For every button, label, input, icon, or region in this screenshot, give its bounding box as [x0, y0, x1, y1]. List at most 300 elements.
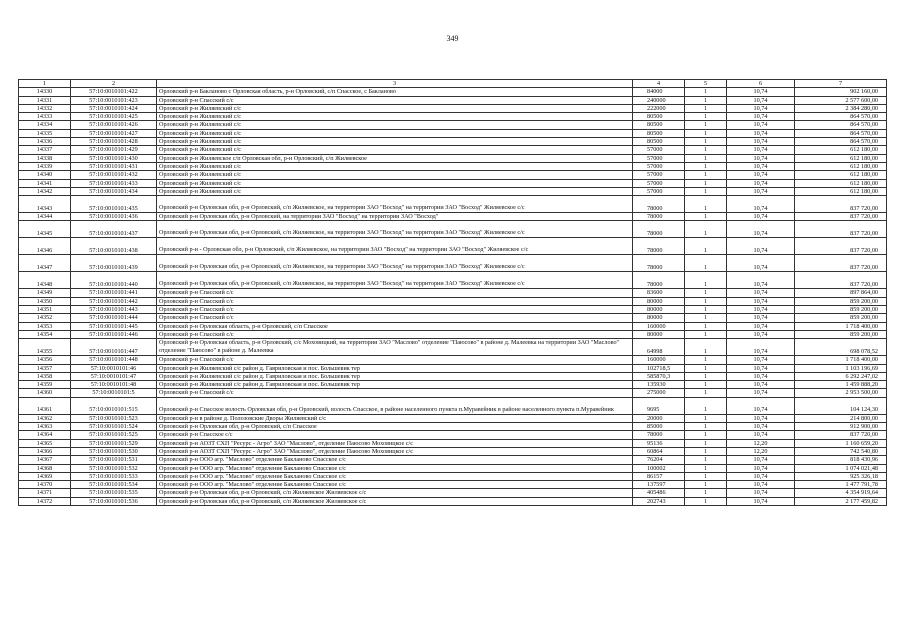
area-cell: 78000	[633, 431, 685, 439]
area-cell: 78000	[633, 255, 685, 272]
rate-cell: 10,74	[727, 497, 795, 505]
cadastral-number-cell: 57:10:0010101:46	[71, 364, 157, 372]
coefficient-cell: 1	[685, 381, 727, 389]
coefficient-cell: 1	[685, 96, 727, 104]
area-cell: 80500	[633, 121, 685, 129]
cadastral-number-cell: 57:10:0010101:443	[71, 306, 157, 314]
cadastral-value-cell: 837 720,00	[795, 196, 887, 213]
coefficient-cell: 1	[685, 322, 727, 330]
row-number-cell: 14367	[19, 456, 71, 464]
area-cell: 222000	[633, 104, 685, 112]
cadastral-number-cell: 57:10:0010101:429	[71, 146, 157, 154]
row-number-cell: 14330	[19, 88, 71, 96]
coefficient-cell: 1	[685, 179, 727, 187]
coefficient-cell: 1	[685, 121, 727, 129]
rate-cell: 10,74	[727, 372, 795, 380]
row-number-cell: 14349	[19, 289, 71, 297]
location-description-cell: Орловский р-н Спасский с/с	[157, 314, 633, 322]
rate-cell: 10,74	[727, 121, 795, 129]
cadastral-number-cell: 57:10:0010101:426	[71, 121, 157, 129]
coefficient-cell: 1	[685, 481, 727, 489]
cadastral-value-cell: 1 103 196,69	[795, 364, 887, 372]
cadastral-number-cell: 57:10:0010101:434	[71, 187, 157, 195]
cadastral-value-cell: 698 078,52	[795, 339, 887, 356]
cadastral-value-cell: 912 900,00	[795, 423, 887, 431]
cadastral-value-cell: 612 180,00	[795, 146, 887, 154]
coefficient-cell: 1	[685, 414, 727, 422]
location-description-cell: Орловский р-н Жиляевский с/с	[157, 104, 633, 112]
area-cell: 86157	[633, 472, 685, 480]
header-row	[19, 80, 887, 88]
column-header: 3	[157, 80, 633, 88]
table-row	[19, 289, 887, 297]
coefficient-cell: 1	[685, 238, 727, 255]
coefficient-cell: 1	[685, 255, 727, 272]
rate-cell: 10,74	[727, 297, 795, 305]
coefficient-cell: 1	[685, 314, 727, 322]
coefficient-cell: 1	[685, 187, 727, 195]
cadastral-value-cell: 1 160 659,20	[795, 439, 887, 447]
rate-cell: 10,74	[727, 364, 795, 372]
cadastral-value-cell: 864 570,00	[795, 121, 887, 129]
rate-cell: 10,74	[727, 314, 795, 322]
coefficient-cell: 1	[685, 464, 727, 472]
row-number-cell: 14340	[19, 171, 71, 179]
cadastral-value-cell: 214 800,00	[795, 414, 887, 422]
area-cell: 84000	[633, 88, 685, 96]
coefficient-cell: 1	[685, 272, 727, 289]
coefficient-cell: 1	[685, 154, 727, 162]
table-row	[19, 146, 887, 154]
location-description-cell: Орловский р-н Орловская область, р-н Орловский, с/п Спасское	[157, 322, 633, 330]
location-description-cell: Орловский р-н Жиляевский с/с	[157, 146, 633, 154]
table-row	[19, 213, 887, 221]
table-row	[19, 162, 887, 170]
table-row	[19, 314, 887, 322]
row-number-cell: 14344	[19, 213, 71, 221]
land-registry-table-container	[18, 79, 886, 506]
rate-cell: 10,74	[727, 138, 795, 146]
cadastral-value-cell: 859 200,00	[795, 330, 887, 338]
rate-cell: 10,74	[727, 339, 795, 356]
location-description-cell: Орловский р-н ООО агр. "Маслово" отделение Бакланово Спасское с/с	[157, 464, 633, 472]
location-description-cell: Орловский р-н Спасский с/с	[157, 389, 633, 397]
cadastral-number-cell: 57:10:0010101:438	[71, 238, 157, 255]
location-description-cell: Орловский р-н ООО агр. "Маслово" отделение Бакланово Спасское с/с	[157, 456, 633, 464]
location-description-cell: Орловский р-н ООО агр. "Маслово" отделение Бакланово Спасское с/с	[157, 481, 633, 489]
rate-cell: 10,74	[727, 481, 795, 489]
cadastral-value-cell: 902 160,00	[795, 88, 887, 96]
coefficient-cell: 1	[685, 497, 727, 505]
coefficient-cell: 1	[685, 489, 727, 497]
table-row	[19, 96, 887, 104]
row-number-cell: 14355	[19, 339, 71, 356]
rate-cell: 10,74	[727, 272, 795, 289]
cadastral-number-cell: 57:10:0010101:444	[71, 314, 157, 322]
cadastral-number-cell: 57:10:0010101:524	[71, 423, 157, 431]
row-number-cell: 14360	[19, 389, 71, 397]
table-row	[19, 389, 887, 397]
column-header: 4	[633, 80, 685, 88]
cadastral-value-cell: 864 570,00	[795, 129, 887, 137]
coefficient-cell: 1	[685, 372, 727, 380]
row-number-cell: 14369	[19, 472, 71, 480]
cadastral-number-cell: 57:10:0010101:448	[71, 356, 157, 364]
coefficient-cell: 1	[685, 472, 727, 480]
table-row	[19, 138, 887, 146]
row-number-cell: 14366	[19, 447, 71, 455]
location-description-cell: Орловский р-н Жиляевский с/с	[157, 187, 633, 195]
cadastral-number-cell: 57:10:0010101:532	[71, 464, 157, 472]
location-description-cell: Орловский р-н Жиляевский с/с район д. Гавриловская и пос. Большевик тер	[157, 381, 633, 389]
coefficient-cell: 1	[685, 423, 727, 431]
row-number-cell: 14348	[19, 272, 71, 289]
table-row	[19, 171, 887, 179]
table-row	[19, 456, 887, 464]
rate-cell: 10,74	[727, 381, 795, 389]
table-row	[19, 439, 887, 447]
coefficient-cell: 1	[685, 104, 727, 112]
location-description-cell: Орловский р-н Спасский с/с	[157, 297, 633, 305]
area-cell: 80000	[633, 306, 685, 314]
area-cell: 78000	[633, 213, 685, 221]
area-cell: 78000	[633, 196, 685, 213]
cadastral-number-cell: 57:10:0010101:529	[71, 439, 157, 447]
area-cell: 9695	[633, 397, 685, 414]
cadastral-number-cell: 57:10:0010101:47	[71, 372, 157, 380]
location-description-cell: Орловский р-н Бакланово с Орловская область, р-н Орловский, с/п Спасское, с Бакланово	[157, 88, 633, 96]
coefficient-cell: 1	[685, 389, 727, 397]
location-description-cell: Орловский р-н Жиляевский с/с район д. Гавриловская и пос. Большевик тер	[157, 372, 633, 380]
row-number-cell: 14342	[19, 187, 71, 195]
rate-cell: 10,74	[727, 464, 795, 472]
area-cell: 20000	[633, 414, 685, 422]
area-cell: 57000	[633, 154, 685, 162]
cadastral-value-cell: 6 292 247,02	[795, 372, 887, 380]
area-cell: 240000	[633, 96, 685, 104]
area-cell: 78000	[633, 221, 685, 238]
area-cell: 60864	[633, 447, 685, 455]
location-description-cell: Орловский р-н АОЗТ СХП "Ресурс - Агро" ЗАО "Маслово", отделение Паюсово Моховицкое с/с	[157, 439, 633, 447]
location-description-cell: Орловский р-н АОЗТ СХП "Ресурс - Агро" ЗАО "Маслово", отделение Паюсово Моховицкое с/с	[157, 447, 633, 455]
cadastral-number-cell: 57:10:0010101:427	[71, 129, 157, 137]
row-number-cell: 14351	[19, 306, 71, 314]
cadastral-number-cell: 57:10:0010101:436	[71, 213, 157, 221]
cadastral-value-cell: 2 384 280,00	[795, 104, 887, 112]
rate-cell: 10,74	[727, 146, 795, 154]
table-row	[19, 187, 887, 195]
location-description-cell: Орловский р-н Спасское с/с	[157, 431, 633, 439]
row-number-cell: 14337	[19, 146, 71, 154]
row-number-cell: 14354	[19, 330, 71, 338]
cadastral-number-cell: 57:10:0010101:432	[71, 171, 157, 179]
rate-cell: 10,74	[727, 221, 795, 238]
cadastral-number-cell: 57:10:0010101:439	[71, 255, 157, 272]
cadastral-value-cell: 612 180,00	[795, 171, 887, 179]
coefficient-cell: 1	[685, 330, 727, 338]
row-number-cell: 14335	[19, 129, 71, 137]
row-number-cell: 14338	[19, 154, 71, 162]
area-cell: 202743	[633, 497, 685, 505]
rate-cell: 10,74	[727, 414, 795, 422]
table-row	[19, 464, 887, 472]
location-description-cell: Орловский р-н Спасский с/с	[157, 289, 633, 297]
location-description-cell: Орловский р-н Спасский с/с	[157, 96, 633, 104]
row-number-cell: 14345	[19, 221, 71, 238]
rate-cell: 10,74	[727, 322, 795, 330]
coefficient-cell: 1	[685, 129, 727, 137]
table-row	[19, 306, 887, 314]
cadastral-number-cell: 57:10:0010101:525	[71, 431, 157, 439]
row-number-cell: 14350	[19, 297, 71, 305]
cadastral-value-cell: 925 326,18	[795, 472, 887, 480]
rate-cell: 12,20	[727, 447, 795, 455]
cadastral-value-cell: 837 720,00	[795, 431, 887, 439]
table-row	[19, 322, 887, 330]
rate-cell: 10,74	[727, 423, 795, 431]
location-description-cell: Орловский р-н Орловская обл, р-н Орловский, на территории ЗАО "Восход" на территории ЗАО "Восход"	[157, 213, 633, 221]
location-description-cell: Орловский р-н Орловская обл, р-н Орловский, с/п Жиляевское Жиляевское с/с	[157, 497, 633, 505]
column-header: 2	[71, 80, 157, 88]
table-row	[19, 238, 887, 255]
coefficient-cell: 1	[685, 289, 727, 297]
rate-cell: 10,74	[727, 179, 795, 187]
row-number-cell: 14357	[19, 364, 71, 372]
cadastral-value-cell: 897 864,00	[795, 289, 887, 297]
cadastral-number-cell: 57:10:0010101:534	[71, 481, 157, 489]
cadastral-number-cell: 57:10:0010101:424	[71, 104, 157, 112]
cadastral-value-cell: 612 180,00	[795, 187, 887, 195]
location-description-cell: Орловский р-н Жиляевский с/с	[157, 138, 633, 146]
rate-cell: 10,74	[727, 88, 795, 96]
cadastral-value-cell: 1 459 888,20	[795, 381, 887, 389]
row-number-cell: 14339	[19, 162, 71, 170]
cadastral-value-cell: 1 074 021,48	[795, 464, 887, 472]
location-description-cell: Орловский р-н Орловская обл, р-н Орловский, с/п Жиляевское, на территории ЗАО "Восход" на территории ЗАО "Восход" Жиляевское с/с	[157, 221, 633, 238]
table-row	[19, 381, 887, 389]
rate-cell: 10,74	[727, 213, 795, 221]
row-number-cell: 14347	[19, 255, 71, 272]
cadastral-value-cell: 612 180,00	[795, 154, 887, 162]
cadastral-number-cell: 57:10:0010101:425	[71, 113, 157, 121]
table-row	[19, 423, 887, 431]
cadastral-number-cell: 57:10:0010101:447	[71, 339, 157, 356]
coefficient-cell: 1	[685, 339, 727, 356]
coefficient-cell: 1	[685, 146, 727, 154]
table-row	[19, 330, 887, 338]
area-cell: 83600	[633, 289, 685, 297]
rate-cell: 10,74	[727, 306, 795, 314]
rate-cell: 10,74	[727, 129, 795, 137]
table-row	[19, 179, 887, 187]
area-cell: 57000	[633, 187, 685, 195]
location-description-cell: Орловский р-н Жиляевский с/с	[157, 113, 633, 121]
rate-cell: 10,74	[727, 397, 795, 414]
location-description-cell: Орловский р-н Орловская обл, р-н Орловский, с/п Жиляевское, на территории ЗАО "Восход" на территории ЗАО "Восход" Жиляевское с/с	[157, 272, 633, 289]
rate-cell: 10,74	[727, 104, 795, 112]
cadastral-value-cell: 1 477 791,78	[795, 481, 887, 489]
cadastral-value-cell: 2 177 459,82	[795, 497, 887, 505]
table-row	[19, 272, 887, 289]
coefficient-cell: 1	[685, 196, 727, 213]
row-number-cell: 14363	[19, 423, 71, 431]
cadastral-number-cell: 57:10:0010101:437	[71, 221, 157, 238]
cadastral-value-cell: 1 718 400,00	[795, 322, 887, 330]
row-number-cell: 14370	[19, 481, 71, 489]
location-description-cell: Орловский р-н Орловская обл, р-н Орловский, с/п Жиляевское, на территории ЗАО "Восход" на территории ЗАО "Восход" Жиляевское с/с	[157, 255, 633, 272]
area-cell: 80500	[633, 138, 685, 146]
area-cell: 78000	[633, 238, 685, 255]
table-row	[19, 364, 887, 372]
land-registry-table	[18, 79, 887, 506]
location-description-cell: Орловский р-н Жиляевский с/с	[157, 129, 633, 137]
area-cell: 135930	[633, 381, 685, 389]
area-cell: 80000	[633, 330, 685, 338]
cadastral-value-cell: 4 354 919,64	[795, 489, 887, 497]
cadastral-number-cell: 57:10:0010101:530	[71, 447, 157, 455]
rate-cell: 10,74	[727, 472, 795, 480]
table-body	[19, 80, 887, 506]
table-row	[19, 104, 887, 112]
cadastral-value-cell: 837 720,00	[795, 213, 887, 221]
cadastral-value-cell: 1 718 400,00	[795, 356, 887, 364]
table-row	[19, 372, 887, 380]
coefficient-cell: 1	[685, 171, 727, 179]
rate-cell: 10,74	[727, 456, 795, 464]
coefficient-cell: 1	[685, 113, 727, 121]
coefficient-cell: 1	[685, 221, 727, 238]
table-row	[19, 221, 887, 238]
row-number-cell: 14346	[19, 238, 71, 255]
rate-cell: 10,74	[727, 154, 795, 162]
table-row	[19, 297, 887, 305]
cadastral-value-cell: 859 200,00	[795, 314, 887, 322]
cadastral-number-cell: 57:10:0010101:431	[71, 162, 157, 170]
area-cell: 585870,3	[633, 372, 685, 380]
rate-cell: 10,74	[727, 162, 795, 170]
row-number-cell: 14371	[19, 489, 71, 497]
row-number-cell: 14372	[19, 497, 71, 505]
location-description-cell: Орловский р-н Спасский с/с	[157, 356, 633, 364]
cadastral-number-cell: 57:10:0010101:523	[71, 414, 157, 422]
area-cell: 160000	[633, 322, 685, 330]
cadastral-number-cell: 57:10:0010101:5	[71, 389, 157, 397]
table-row	[19, 255, 887, 272]
row-number-cell: 14331	[19, 96, 71, 104]
cadastral-number-cell: 57:10:0010101:422	[71, 88, 157, 96]
location-description-cell: Орловский р-н Жиляевский с/с район д. Гавриловская и пос. Большевик тер	[157, 364, 633, 372]
table-row	[19, 497, 887, 505]
table-row	[19, 154, 887, 162]
column-header: 6	[727, 80, 795, 88]
column-header: 7	[795, 80, 887, 88]
row-number-cell: 14341	[19, 179, 71, 187]
row-number-cell: 14359	[19, 381, 71, 389]
area-cell: 78000	[633, 272, 685, 289]
rate-cell: 10,74	[727, 113, 795, 121]
row-number-cell: 14333	[19, 113, 71, 121]
area-cell: 137597	[633, 481, 685, 489]
row-number-cell: 14336	[19, 138, 71, 146]
page-number: 349	[446, 34, 459, 43]
rate-cell: 10,74	[727, 171, 795, 179]
location-description-cell: Орловский р-н ООО агр. "Маслово" отделение Бакланово Спасское с/с	[157, 472, 633, 480]
area-cell: 405486	[633, 489, 685, 497]
row-number-cell: 14368	[19, 464, 71, 472]
row-number-cell: 14365	[19, 439, 71, 447]
area-cell: 160000	[633, 356, 685, 364]
location-description-cell: Орловский р-н Орловская обл, р-н Орловский, с/п Жиляевское, на территории ЗАО "Восход" на территории ЗАО "Восход" Жиляевское с/с	[157, 196, 633, 213]
area-cell: 85000	[633, 423, 685, 431]
table-row	[19, 481, 887, 489]
row-number-cell: 14332	[19, 104, 71, 112]
location-description-cell: Орловский р-н Жиляевский с/с	[157, 179, 633, 187]
table-row	[19, 339, 887, 356]
location-description-cell: Орловский р-н Жиляевский с/с	[157, 162, 633, 170]
location-description-cell: Орловский р-н Жиляевский с/с	[157, 121, 633, 129]
cadastral-number-cell: 57:10:0010101:445	[71, 322, 157, 330]
column-header: 1	[19, 80, 71, 88]
coefficient-cell: 1	[685, 162, 727, 170]
rate-cell: 10,74	[727, 289, 795, 297]
area-cell: 95136	[633, 439, 685, 447]
table-row	[19, 356, 887, 364]
table-row	[19, 414, 887, 422]
cadastral-number-cell: 57:10:0010101:423	[71, 96, 157, 104]
rate-cell: 10,74	[727, 330, 795, 338]
cadastral-number-cell: 57:10:0010101:428	[71, 138, 157, 146]
rate-cell: 10,74	[727, 389, 795, 397]
location-description-cell: Орловский р-н Жиляевское с/п Орловская обл, р-н Орловский, с/п Жиляевское	[157, 154, 633, 162]
row-number-cell: 14361	[19, 397, 71, 414]
cadastral-number-cell: 57:10:0010101:48	[71, 381, 157, 389]
cadastral-number-cell: 57:10:0010101:433	[71, 179, 157, 187]
cadastral-value-cell: 2 953 500,00	[795, 389, 887, 397]
cadastral-value-cell: 859 200,00	[795, 297, 887, 305]
row-number-cell: 14356	[19, 356, 71, 364]
rate-cell: 12,20	[727, 439, 795, 447]
cadastral-number-cell: 57:10:0010101:533	[71, 472, 157, 480]
location-description-cell: Орловский р-н Орловская область, р-н Орловский, с/с Моховицкий, на территории ЗАО "Маслово" отделение "Паюсово" в районе д. Малеевка на территории ЗАО "Маслово" отделение "Паюсово" в районе д. Малеевка	[157, 339, 633, 356]
rate-cell: 10,74	[727, 187, 795, 195]
coefficient-cell: 1	[685, 356, 727, 364]
cadastral-number-cell: 57:10:0010101:441	[71, 289, 157, 297]
area-cell: 275000	[633, 389, 685, 397]
cadastral-number-cell: 57:10:0010101:430	[71, 154, 157, 162]
coefficient-cell: 1	[685, 431, 727, 439]
cadastral-number-cell: 57:10:0010101:442	[71, 297, 157, 305]
cadastral-number-cell: 57:10:0010101:515	[71, 397, 157, 414]
cadastral-value-cell: 2 577 600,00	[795, 96, 887, 104]
rate-cell: 10,74	[727, 196, 795, 213]
area-cell: 80000	[633, 297, 685, 305]
coefficient-cell: 1	[685, 138, 727, 146]
rate-cell: 10,74	[727, 255, 795, 272]
rate-cell: 10,74	[727, 96, 795, 104]
coefficient-cell: 1	[685, 397, 727, 414]
area-cell: 80500	[633, 129, 685, 137]
table-row	[19, 447, 887, 455]
location-description-cell: Орловский р-н Жиляевский с/с	[157, 171, 633, 179]
cadastral-number-cell: 57:10:0010101:535	[71, 489, 157, 497]
location-description-cell: Орловский р-н Орловская обл, р-н Орловский, с/п Жиляевское Жиляевское с/с	[157, 489, 633, 497]
cadastral-number-cell: 57:10:0010101:536	[71, 497, 157, 505]
table-row	[19, 88, 887, 96]
coefficient-cell: 1	[685, 306, 727, 314]
location-description-cell: Орловский р-н Спасское волость Орловская обл, р-н Орловский, волость Спасское, в районе населенного пункта п.Муравейник в районе населенного пункта п.Муравейник	[157, 397, 633, 414]
row-number-cell: 14358	[19, 372, 71, 380]
coefficient-cell: 1	[685, 447, 727, 455]
